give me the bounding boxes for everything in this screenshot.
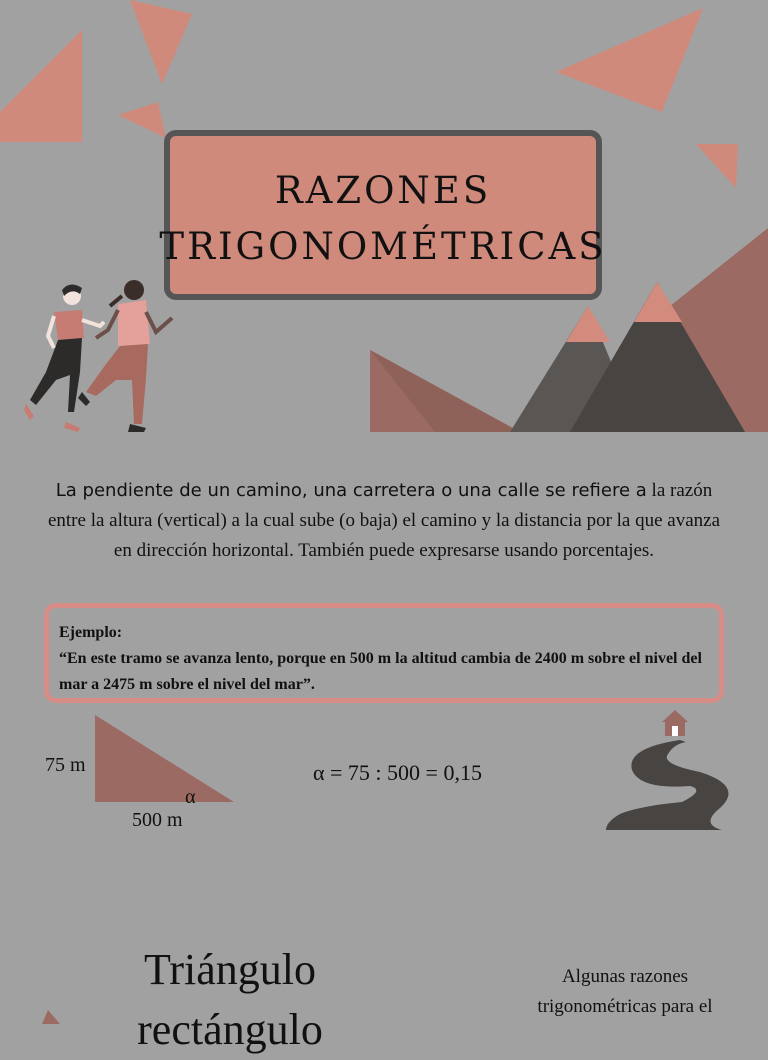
triangle-shape xyxy=(42,1010,60,1024)
section-heading: Triángulo rectángulo xyxy=(137,945,323,1054)
intro-paragraph xyxy=(40,476,728,566)
height-label: 75 m xyxy=(45,754,86,776)
example-label: Ejemplo: xyxy=(59,624,123,641)
house-icon xyxy=(662,710,688,736)
triangle-shape xyxy=(696,144,738,188)
triangle-shape xyxy=(118,102,166,138)
triangle-shape xyxy=(556,8,703,112)
example-box xyxy=(44,603,724,703)
page-title: RAZONES TRIGONOMÉTRICAS xyxy=(159,169,607,268)
runners-illustration xyxy=(24,280,172,432)
triangle-shape xyxy=(0,30,82,142)
angle-label: α xyxy=(185,786,196,808)
intro-text-serif: la razón entre la altura (vertical) a la cual sube (o baja) el camino y la distancia por la que avanza en dirección horizontal. También puede expresarse usando porcentajes. xyxy=(47,480,721,561)
winding-road-icon xyxy=(606,740,728,830)
intro-text-sans: La pendiente de un camino, una carretera o una calle se refiere a xyxy=(55,480,647,501)
right-triangle-shape xyxy=(95,715,234,802)
side-text: Algunas razones trigonométricas para el xyxy=(537,966,713,1017)
formula: α = 75 : 500 = 0,15 xyxy=(313,760,482,785)
triangle-shape xyxy=(130,0,192,84)
base-label: 500 m xyxy=(132,809,183,831)
example-text: “En este tramo se avanza lento, porque en 500 m la altitud cambia de 2400 m sobre el nivel del mar a 2475 m sobre el nivel del mar”. xyxy=(59,650,702,693)
